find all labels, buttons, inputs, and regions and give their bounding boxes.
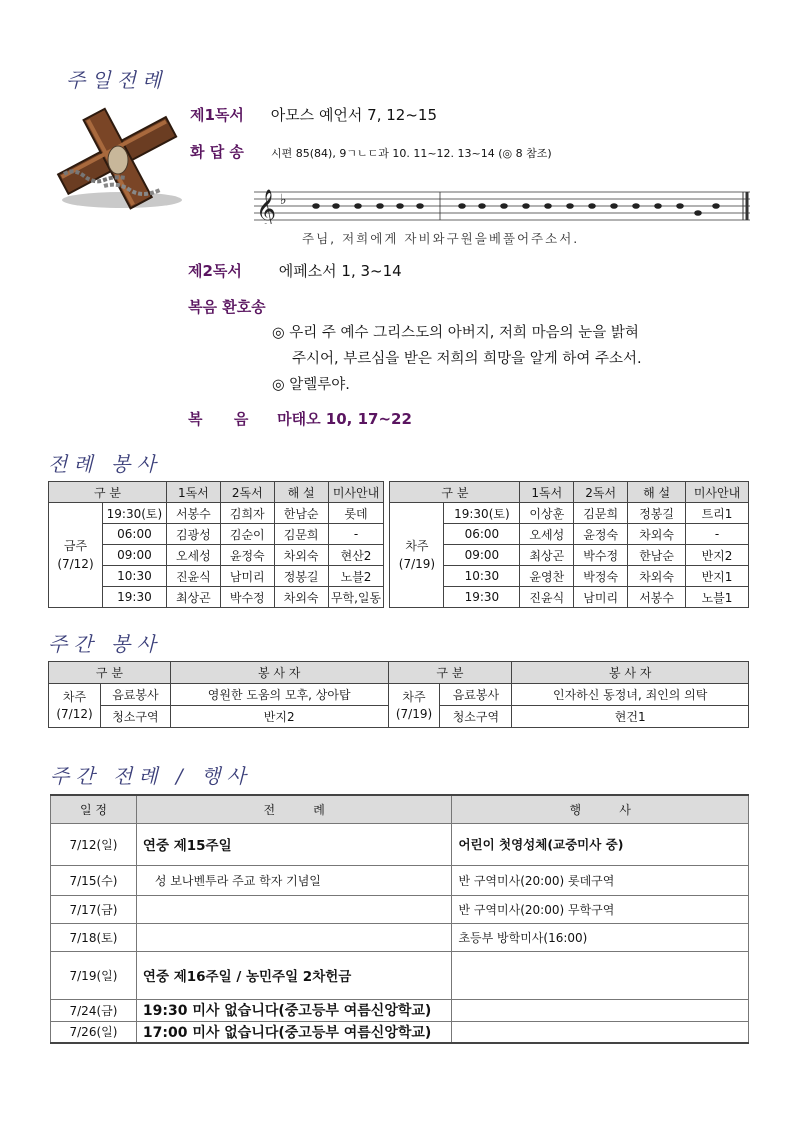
gospel-acclamation-label: 복음 환호송	[188, 298, 266, 316]
event-activity	[452, 951, 749, 999]
music-note	[610, 203, 618, 209]
mass-time: 10:30	[444, 566, 520, 587]
event-liturgy: 17:00 미사 없습니다(중고등부 여름신앙학교)	[136, 1021, 452, 1043]
volunteer-name: 롯데	[328, 503, 384, 524]
header-date: 일 정	[51, 795, 137, 823]
volunteer-name: 반지2	[686, 545, 749, 566]
music-note	[632, 203, 640, 209]
week-label-left: 금주 (7/12)	[49, 503, 103, 608]
music-note	[712, 203, 720, 209]
event-liturgy: 19:30 미사 없습니다(중고등부 여름신앙학교)	[136, 999, 452, 1021]
table-row	[51, 923, 749, 951]
first-reading-text: 아모스 예언서 7, 12~15	[270, 106, 438, 124]
event-liturgy	[136, 923, 452, 951]
music-note	[500, 203, 508, 209]
music-note	[396, 203, 404, 209]
volunteer-name: 노블2	[328, 566, 384, 587]
volunteer-name: 정봉길	[274, 566, 328, 587]
gospel-text: 마태오 10, 17~22	[277, 410, 412, 428]
mass-time: 19:30	[444, 587, 520, 608]
mass-time: 10:30	[102, 566, 166, 587]
psalm-lyrics: 주님, 저희에게 자비와구원을베풀어주소서.	[302, 231, 580, 246]
liturgy-header-row	[49, 482, 749, 503]
volunteer-name: 윤정숙	[220, 545, 274, 566]
service-type: 청소구역	[440, 706, 512, 728]
volunteer-name: 박수정	[574, 545, 628, 566]
psalm-music-staff	[254, 186, 754, 224]
volunteer-name: 정봉길	[628, 503, 686, 524]
volunteer-name: -	[686, 524, 749, 545]
mass-time: 06:00	[102, 524, 166, 545]
volunteer-name: 한남순	[274, 503, 328, 524]
crucifix-icon	[44, 104, 194, 212]
acclamation-line-3: ◎ 알렐루야.	[272, 377, 350, 393]
table-row	[51, 823, 749, 865]
event-date: 7/24(금)	[51, 999, 137, 1021]
volunteer-name: 차외숙	[274, 545, 328, 566]
volunteer-name: 최상곤	[166, 587, 220, 608]
event-date: 7/12(일)	[51, 823, 137, 865]
volunteer-name: 오세성	[166, 545, 220, 566]
music-note	[654, 203, 662, 209]
header-reading1: 1독서	[166, 482, 220, 503]
volunteer-name: 김순이	[220, 524, 274, 545]
header-volunteers: 봉 사 자	[170, 662, 388, 684]
svg-text:𝄞: 𝄞	[256, 189, 277, 224]
volunteer-name: 박수정	[220, 587, 274, 608]
volunteer-name: 김희자	[220, 503, 274, 524]
volunteer-name: 윤정숙	[574, 524, 628, 545]
volunteer-name: 김문희	[274, 524, 328, 545]
gospel-label: 복 음	[188, 410, 249, 428]
event-activity: 반 구역미사(20:00) 롯데구역	[452, 865, 749, 895]
psalm-label: 화 답 송	[190, 143, 244, 161]
volunteer-name: 김문희	[574, 503, 628, 524]
event-activity	[452, 1021, 749, 1043]
mass-time: 09:00	[102, 545, 166, 566]
weekly-events-title: 주간 전례 / 행사	[50, 764, 252, 788]
header-liturgy: 전 례	[136, 795, 452, 823]
mass-time: 19:30(토)	[444, 503, 520, 524]
week-label-right: 차주 (7/19)	[390, 503, 444, 608]
sunday-title: 주일전례	[66, 68, 168, 92]
music-note	[676, 203, 684, 209]
volunteer-name: 최상곤	[520, 545, 574, 566]
table-row	[51, 951, 749, 999]
volunteer-name: 현산2	[328, 545, 384, 566]
music-note	[478, 203, 486, 209]
music-note	[522, 203, 530, 209]
volunteer-name: 차외숙	[274, 587, 328, 608]
volunteer-name: 노블1	[686, 587, 749, 608]
service-type: 청소구역	[100, 706, 170, 728]
volunteer-name: 진윤식	[166, 566, 220, 587]
weekly-events-table	[50, 794, 749, 1044]
table-row	[51, 1021, 749, 1043]
header-category: 구 분	[388, 662, 512, 684]
volunteer-name: 차외숙	[628, 524, 686, 545]
volunteer-name: 서봉수	[166, 503, 220, 524]
music-note	[588, 203, 596, 209]
music-staff-icon	[254, 186, 754, 224]
service-volunteers: 반지2	[170, 706, 388, 728]
table-row	[51, 865, 749, 895]
mass-time: 09:00	[444, 545, 520, 566]
liturgy-service-title: 전례 봉사	[48, 452, 162, 476]
header-guide: 미사안내	[686, 482, 749, 503]
music-note	[566, 203, 574, 209]
header-guide: 미사안내	[328, 482, 384, 503]
volunteer-name: 김광성	[166, 524, 220, 545]
weekly-service-title: 주간 봉사	[48, 632, 162, 656]
music-note	[376, 203, 384, 209]
psalm-text: 시편 85(84), 9ㄱㄴㄷ과 10. 11~12. 13~14 (◎ 8 참조)	[271, 147, 552, 160]
volunteer-name: 트리1	[686, 503, 749, 524]
header-commentary: 해 설	[274, 482, 328, 503]
event-date: 7/17(금)	[51, 895, 137, 923]
volunteer-name: 오세성	[520, 524, 574, 545]
header-commentary: 해 설	[628, 482, 686, 503]
volunteer-name: 서봉수	[628, 587, 686, 608]
liturgy-service-table	[48, 481, 749, 608]
music-note	[332, 203, 340, 209]
week-label-left: 차주 (7/12)	[49, 684, 101, 728]
volunteer-name: 남미리	[220, 566, 274, 587]
event-date: 7/26(일)	[51, 1021, 137, 1043]
table-row	[51, 999, 749, 1021]
header-category: 구 분	[49, 482, 167, 503]
service-volunteers: 인자하신 동정녀, 죄인의 의탁	[512, 684, 749, 706]
header-reading2: 2독서	[574, 482, 628, 503]
event-liturgy: 성 보나벤투라 주교 학자 기념일	[136, 865, 452, 895]
volunteer-name: 한남순	[628, 545, 686, 566]
first-reading-label: 제1독서	[190, 106, 244, 124]
weekly-service-table	[48, 661, 749, 728]
volunteer-name: 박정숙	[574, 566, 628, 587]
music-note	[544, 203, 552, 209]
music-note	[458, 203, 466, 209]
service-volunteers: 현건1	[512, 706, 749, 728]
second-reading-text: 에페소서 1, 3~14	[278, 262, 402, 280]
week-label-right: 차주 (7/19)	[388, 684, 440, 728]
mass-time: 19:30(토)	[102, 503, 166, 524]
event-activity: 초등부 방학미사(16:00)	[452, 923, 749, 951]
service-type: 음료봉사	[440, 684, 512, 706]
volunteer-name: 반지1	[686, 566, 749, 587]
table-row	[49, 684, 749, 706]
mass-time: 19:30	[102, 587, 166, 608]
event-activity: 반 구역미사(20:00) 무학구역	[452, 895, 749, 923]
volunteer-name: 윤영찬	[520, 566, 574, 587]
volunteer-name: 무학,일동	[328, 587, 384, 608]
header-category: 구 분	[390, 482, 520, 503]
header-category: 구 분	[49, 662, 171, 684]
volunteer-name: 이상훈	[520, 503, 574, 524]
header-reading1: 1독서	[520, 482, 574, 503]
second-reading-label: 제2독서	[188, 262, 242, 280]
acclamation-line-1: ◎ 우리 주 예수 그리스도의 아버지, 저희 마음의 눈을 밝혀	[272, 325, 639, 341]
acclamation-line-2: 주시어, 부르심을 받은 저희의 희망을 알게 하여 주소서.	[292, 351, 642, 367]
svg-text:♭: ♭	[280, 192, 287, 208]
music-note	[312, 203, 320, 209]
cross-image	[44, 104, 194, 212]
header-events: 행 사	[452, 795, 749, 823]
volunteer-name: 진윤식	[520, 587, 574, 608]
volunteer-name: 남미리	[574, 587, 628, 608]
event-date: 7/15(수)	[51, 865, 137, 895]
volunteer-name: -	[328, 524, 384, 545]
volunteer-name: 차외숙	[628, 566, 686, 587]
music-note	[416, 203, 424, 209]
header-reading2: 2독서	[220, 482, 274, 503]
service-type: 음료봉사	[100, 684, 170, 706]
event-date: 7/19(일)	[51, 951, 137, 999]
music-note	[354, 203, 362, 209]
event-liturgy: 연중 제16주일 / 농민주일 2차헌금	[136, 951, 452, 999]
service-volunteers: 영원한 도움의 모후, 상아탑	[170, 684, 388, 706]
mass-time: 06:00	[444, 524, 520, 545]
event-date: 7/18(토)	[51, 923, 137, 951]
music-note	[694, 210, 702, 216]
event-liturgy	[136, 895, 452, 923]
event-activity: 어린이 첫영성체(교중미사 중)	[452, 823, 749, 865]
table-row	[49, 503, 749, 524]
event-liturgy: 연중 제15주일	[136, 823, 452, 865]
header-volunteers: 봉 사 자	[512, 662, 749, 684]
event-activity	[452, 999, 749, 1021]
table-row	[51, 895, 749, 923]
